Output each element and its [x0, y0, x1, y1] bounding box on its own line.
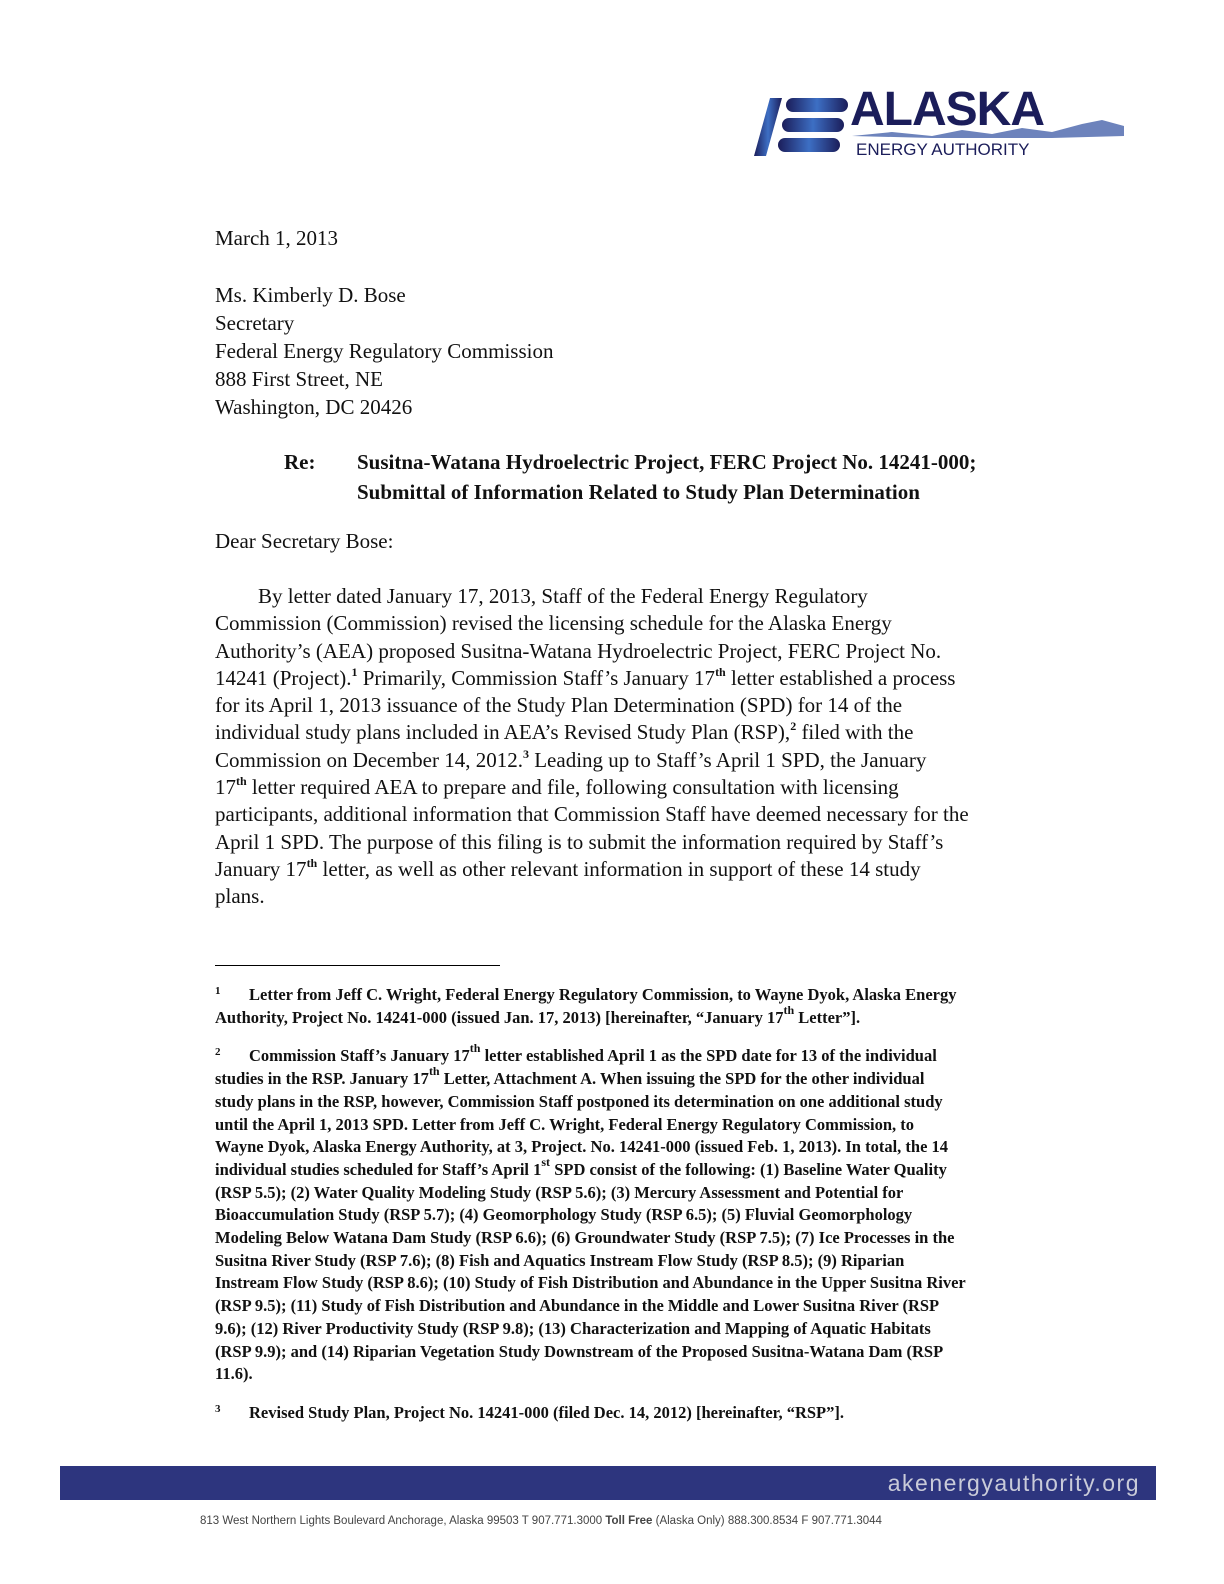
footnote-number: 1	[215, 985, 221, 997]
superscript: th	[715, 664, 726, 679]
website-link[interactable]: akenergyauthority.org	[887, 1470, 1140, 1496]
footnote-line	[215, 1398, 1065, 1425]
footnote-line: Instream Flow Study (RSP 8.6); (10) Study of Fish Distribution and Abundance in the Upper Susitna River	[215, 1273, 966, 1293]
address-line: Washington, DC 20426	[215, 395, 413, 419]
footnote-text: studies in the RSP. January 17	[215, 1069, 429, 1089]
body-line	[215, 665, 1075, 692]
body-paragraph	[215, 583, 1075, 911]
footnote-line: until the April 1, 2013 SPD. Letter from Jeff C. Wright, Federal Energy Regulatory Commission, to	[215, 1114, 915, 1134]
salutation: Dear Secretary Bose:	[215, 529, 394, 553]
footer-address: 813 West Northern Lights Boulevard Anchorage, Alaska 99503 T 907.771.3000	[200, 1515, 606, 1527]
body-line: By letter dated January 17, 2013, Staff of the Federal Energy Regulatory	[258, 584, 868, 608]
superscript: th	[469, 1041, 481, 1056]
footnote-line: (RSP 9.5); (11) Study of Fish Distribution and Abundance in the Middle and Lower Susitna River (RSP	[215, 1296, 940, 1316]
address-line: Federal Energy Regulatory Commission	[215, 339, 554, 363]
footnote-line: Bioaccumulation Study (RSP 5.7); (4) Geomorphology Study (RSP 6.5); (5) Fluvial Geomorphology	[215, 1205, 913, 1225]
superscript: st	[541, 1154, 551, 1169]
body-line: Commission (Commission) revised the licensing schedule for the Alaska Energy	[215, 611, 892, 636]
footnote-1	[215, 980, 1065, 1029]
body-text: Commission on December 14, 2012.	[215, 747, 523, 772]
footnote-line	[215, 980, 1065, 1007]
footnote-2	[215, 1041, 1065, 1386]
address-line: Secretary	[215, 311, 295, 335]
footnote-number: 2	[215, 1046, 221, 1059]
footnote-text: Authority, Project No. 14241-000 (issued Jan. 17, 2013) [hereinafter, “January 17	[215, 1007, 784, 1027]
address-line: 888 First Street, NE	[215, 367, 383, 391]
subject-line: Susitna-Watana Hydroelectric Project, FERC Project No. 14241-000;	[357, 450, 977, 474]
footnote-line	[215, 1002, 1065, 1030]
body-text: Primarily, Commission Staff’s January 17	[357, 665, 716, 690]
body-line	[215, 774, 1075, 801]
footnote-line: Wayne Dyok, Alaska Energy Authority, at 3, Project. No. 14241-000 (issued Feb. 1, 2013). In total, the 14	[215, 1137, 949, 1157]
footnote-text: Letter”].	[794, 1007, 861, 1027]
body-text: letter required AEA to prepare and file, following consultation with licensing	[246, 775, 899, 800]
subject-label: Re:	[284, 450, 316, 474]
letter-date: March 1, 2013	[215, 226, 339, 250]
footnote-line: (RSP 9.9); and (14) Riparian Vegetation Study Downstream of the Proposed Susitna-Watana Dam (RSP	[215, 1341, 944, 1361]
body-text: 17	[215, 775, 236, 800]
body-line: plans.	[215, 884, 265, 909]
footer-phone: (Alaska Only) 888.300.8534 F 907.771.3044	[652, 1515, 882, 1527]
footnote-ref[interactable]: 1	[351, 664, 358, 679]
superscript: th	[428, 1064, 440, 1079]
footnote-line: Modeling Below Watana Dam Study (RSP 6.6); (6) Groundwater Study (RSP 7.5); (7) Ice Processes in the	[215, 1228, 955, 1248]
logo-subtitle: ENERGY AUTHORITY	[856, 140, 1030, 159]
body-line: participants, additional information that Commission Staff have deemed necessary for the	[215, 802, 969, 827]
body-line: for its April 1, 2013 issuance of the Study Plan Determination (SPD) for 14 of the	[215, 693, 903, 718]
recipient-address	[215, 281, 553, 421]
address-line: Ms. Kimberly D. Bose	[215, 283, 406, 307]
footnote-line	[215, 1041, 1065, 1068]
alaska-energy-authority-logo	[752, 83, 1132, 162]
superscript: th	[306, 855, 318, 870]
footnote-text: Commission Staff’s January 17	[249, 1046, 470, 1066]
footnote-line: 11.6).	[215, 1364, 253, 1384]
logo-wordmark: ALASKA	[850, 83, 1044, 136]
footer-contact	[200, 1515, 1020, 1527]
footnote-number: 3	[215, 1402, 221, 1415]
body-text: letter established a process	[725, 665, 956, 690]
footnote-text: letter established April 1 as the SPD date for 13 of the individual	[480, 1046, 937, 1066]
superscript: th	[783, 1002, 795, 1017]
footnote-text: Letter, Attachment A. When issuing the SPD for the other individual	[439, 1069, 925, 1089]
toll-free-label: Toll Free	[605, 1515, 653, 1527]
footnote-line	[215, 1064, 1065, 1091]
superscript: th	[236, 774, 247, 789]
footnote-text: Revised Study Plan, Project No. 14241-000 (filed Dec. 14, 2012) [hereinafter, “RSP”].	[249, 1402, 844, 1422]
body-text: individual study plans included in AEA’s Revised Study Plan (RSP),	[215, 720, 791, 745]
body-line: Authority’s (AEA) proposed Susitna-Watana Hydroelectric Project, FERC Project No.	[215, 638, 942, 663]
body-line: April 1 SPD. The purpose of this filing is to submit the information required by Staff’s	[215, 829, 944, 854]
footer-bar	[60, 1466, 1156, 1500]
body-text: letter, as well as other relevant information in support of these 14 study	[317, 856, 921, 881]
footnotes	[215, 980, 1065, 1437]
footnote-text: SPD consist of the following: (1) Baseline Water Quality	[550, 1159, 947, 1179]
subject-text	[357, 447, 1077, 507]
body-text: filed with the	[796, 720, 914, 745]
footnote-line	[215, 1154, 1065, 1182]
footnote-ref[interactable]: 2	[790, 719, 797, 734]
body-text: 14241 (Project).	[215, 665, 352, 690]
footnote-ref[interactable]: 3	[522, 746, 529, 761]
body-text: Leading up to Staff’s April 1 SPD, the January	[528, 747, 927, 772]
footnote-line: study plans in the RSP, however, Commission Staff postponed its determination on one additional study	[215, 1091, 943, 1111]
subject-line: Submittal of Information Related to Study Plan Determination	[357, 480, 920, 504]
body-line	[215, 719, 1075, 746]
footnote-line: Susitna River Study (RSP 7.6); (8) Fish and Aquatics Instream Flow Study (RSP 8.5); (9) Riparian	[215, 1250, 905, 1270]
footnote-line: (RSP 5.5); (2) Water Quality Modeling Study (RSP 5.6); (3) Mercury Assessment and Potential for	[215, 1182, 904, 1202]
body-line	[215, 856, 1075, 883]
body-text: January 17	[215, 856, 307, 881]
footnote-3	[215, 1398, 1065, 1425]
footnote-text: individual studies scheduled for Staff’s April 1	[215, 1159, 542, 1179]
footnote-divider	[215, 965, 500, 966]
footnote-text: Letter from Jeff C. Wright, Federal Energy Regulatory Commission, to Wayne Dyok, Alaska Energy	[249, 985, 957, 1004]
footnote-line: 9.6); (12) River Productivity Study (RSP 9.8); (13) Characterization and Mapping of Aquatic Habitats	[215, 1318, 931, 1338]
body-line	[215, 747, 1075, 774]
